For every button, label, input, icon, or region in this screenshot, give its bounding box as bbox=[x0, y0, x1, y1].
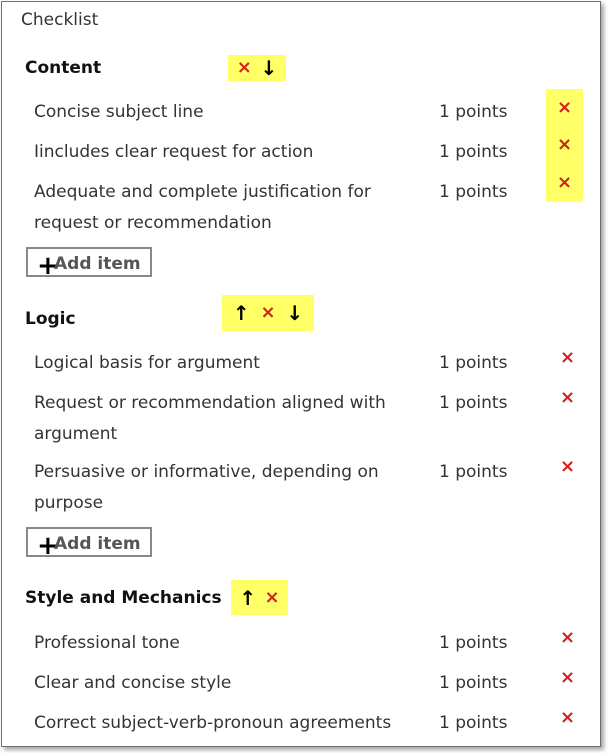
checklist-item-points: 1 points bbox=[439, 633, 508, 653]
checklist-item-text: Clear and concise style bbox=[34, 673, 232, 693]
delete-item-icon[interactable]: × bbox=[560, 667, 576, 688]
move-down-icon[interactable]: ↓ bbox=[260, 56, 278, 80]
checklist-item-text: Adequate and complete justification for request or recommendation bbox=[34, 182, 371, 233]
delete-item-icon[interactable]: × bbox=[560, 707, 576, 728]
checklist-item-text: Request or recommendation aligned with argument bbox=[34, 393, 386, 444]
add-item-button[interactable] bbox=[26, 247, 152, 281]
checklist-item-points: 1 points bbox=[439, 353, 508, 373]
add-item-button[interactable] bbox=[26, 527, 152, 561]
checklist-item-text: Correct subject-verb-pronoun agreements bbox=[34, 713, 392, 733]
checklist-item-text: Logical basis for argument bbox=[34, 353, 260, 373]
section-controls-logic bbox=[222, 295, 314, 331]
delete-item-icon[interactable]: × bbox=[556, 134, 573, 156]
move-down-icon[interactable]: ↓ bbox=[286, 301, 304, 325]
delete-item-icon[interactable]: × bbox=[560, 347, 576, 368]
add-item-label: Add item bbox=[54, 254, 141, 274]
checklist-item-points: 1 points bbox=[439, 182, 508, 202]
item-delete-controls bbox=[546, 89, 583, 202]
checklist-item-points: 1 points bbox=[439, 713, 508, 733]
checklist-item-text: Persuasive or informative, depending on purpose bbox=[34, 462, 379, 513]
delete-item-icon[interactable]: × bbox=[560, 387, 576, 408]
plus-icon: + bbox=[37, 531, 59, 561]
panel-title: Checklist bbox=[21, 10, 99, 30]
checklist-item-points: 1 points bbox=[439, 673, 508, 693]
add-item-label: Add item bbox=[54, 534, 141, 554]
checklist-item-points: 1 points bbox=[439, 102, 508, 122]
section-title-content: Content bbox=[25, 58, 102, 78]
plus-icon: + bbox=[37, 251, 59, 281]
checklist-item-points: 1 points bbox=[439, 462, 508, 482]
move-up-icon[interactable]: ↑ bbox=[232, 301, 250, 325]
checklist-item-text: Iincludes clear request for action bbox=[34, 142, 314, 162]
checklist-item-points: 1 points bbox=[439, 142, 508, 162]
delete-section-icon[interactable]: × bbox=[236, 57, 252, 78]
delete-section-icon[interactable]: × bbox=[260, 302, 276, 323]
checklist-item-points: 1 points bbox=[439, 393, 508, 413]
delete-item-icon[interactable]: × bbox=[560, 456, 576, 477]
delete-item-icon[interactable]: × bbox=[556, 96, 573, 118]
checklist-item-text: Concise subject line bbox=[34, 102, 204, 122]
delete-item-icon[interactable]: × bbox=[560, 627, 576, 648]
delete-item-icon[interactable]: × bbox=[556, 172, 573, 194]
move-up-icon[interactable]: ↑ bbox=[239, 585, 257, 610]
delete-section-icon[interactable]: × bbox=[264, 586, 280, 608]
section-title-style: Style and Mechanics bbox=[25, 588, 222, 608]
checklist-item-text: Professional tone bbox=[34, 633, 180, 653]
section-controls-content bbox=[228, 55, 286, 81]
section-title-logic: Logic bbox=[25, 309, 76, 329]
section-controls-style bbox=[231, 580, 288, 615]
